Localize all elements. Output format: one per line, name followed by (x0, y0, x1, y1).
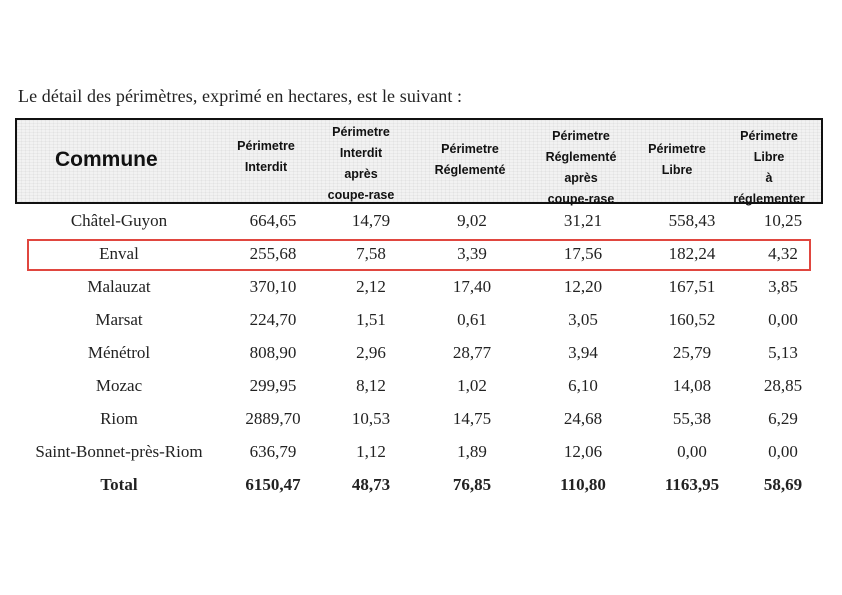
value-reglemente-apres: 6,10 (568, 376, 598, 395)
value-reglemente-apres: 17,56 (563, 244, 603, 263)
intro-text: Le détail des périmètres, exprimé en hectares, est le suivant : (18, 86, 463, 106)
value-interdit: 224,70 (249, 310, 297, 329)
table-row (15, 272, 823, 302)
value-reglemente-apres: 3,05 (568, 310, 598, 329)
value-reglemente: 28,77 (452, 343, 492, 362)
commune-name: Ménétrol (87, 343, 151, 362)
total-libre: 1163,95 (664, 475, 720, 494)
total-interdit-apres: 48,73 (351, 475, 391, 494)
value-interdit-apres: 2,96 (356, 343, 386, 362)
value-interdit-apres: 1,12 (356, 442, 386, 461)
value-interdit: 808,90 (249, 343, 297, 362)
value-libre: 167,51 (668, 277, 716, 296)
value-libre-a-reglementer: 6,29 (768, 409, 798, 428)
commune-name: Châtel-Guyon (70, 211, 168, 230)
commune-name: Enval (99, 244, 139, 263)
commune-name: Mozac (95, 376, 143, 395)
value-interdit-apres: 10,53 (351, 409, 391, 428)
table-row (15, 404, 823, 434)
total-interdit: 6150,47 (245, 475, 301, 494)
value-reglemente-apres: 3,94 (568, 343, 598, 362)
value-libre: 14,08 (672, 376, 712, 395)
value-reglemente-apres: 12,20 (563, 277, 603, 296)
table-row (15, 338, 823, 368)
header-commune: Commune (55, 148, 158, 171)
total-row (15, 470, 823, 500)
value-reglemente: 0,61 (457, 310, 487, 329)
value-interdit-apres: 8,12 (356, 376, 386, 395)
value-libre: 558,43 (668, 211, 716, 230)
value-libre-a-reglementer: 4,32 (768, 244, 798, 263)
table-header (15, 118, 823, 204)
value-libre-a-reglementer: 0,00 (768, 310, 798, 329)
total-reglemente-apres: 110,80 (560, 475, 606, 494)
value-interdit: 255,68 (249, 244, 297, 263)
value-interdit-apres: 1,51 (356, 310, 386, 329)
value-interdit-apres: 2,12 (356, 277, 386, 296)
value-reglemente: 3,39 (457, 244, 487, 263)
value-reglemente-apres: 24,68 (563, 409, 603, 428)
value-reglemente: 1,89 (457, 442, 487, 461)
header-interdit: Périmetre Interdit (237, 139, 295, 174)
commune-name: Malauzat (87, 277, 151, 296)
value-interdit: 370,10 (249, 277, 297, 296)
value-interdit: 299,95 (249, 376, 297, 395)
header-reglemente-apres-coupe-rase: Périmetre Réglementé après coupe-rase (545, 129, 617, 206)
table-row (15, 206, 823, 236)
value-reglemente: 1,02 (457, 376, 487, 395)
value-libre: 160,52 (668, 310, 716, 329)
table-row (15, 437, 823, 467)
header-interdit-apres-coupe-rase: Périmetre Interdit après coupe-rase (327, 125, 395, 202)
table-row (15, 305, 823, 335)
commune-name: Riom (100, 409, 138, 428)
value-libre: 182,24 (668, 244, 716, 263)
value-reglemente: 9,02 (457, 211, 487, 230)
total-libre-a-reglementer: 58,69 (763, 475, 803, 494)
value-interdit-apres: 7,58 (356, 244, 386, 263)
commune-name: Marsat (95, 310, 143, 329)
commune-name: Saint-Bonnet-près-Riom (35, 442, 203, 461)
value-libre-a-reglementer: 0,00 (768, 442, 798, 461)
header-reglemente: Périmetre Réglementé (434, 142, 506, 177)
value-reglemente-apres: 31,21 (563, 211, 603, 230)
value-libre: 55,38 (672, 409, 712, 428)
table-row (15, 239, 823, 269)
value-libre-a-reglementer: 5,13 (768, 343, 798, 362)
value-reglemente: 17,40 (452, 277, 492, 296)
value-libre-a-reglementer: 28,85 (763, 376, 803, 395)
value-reglemente: 14,75 (452, 409, 492, 428)
value-libre-a-reglementer: 10,25 (763, 211, 803, 230)
table-row (15, 371, 823, 401)
value-reglemente-apres: 12,06 (563, 442, 603, 461)
value-interdit: 2889,70 (245, 409, 301, 428)
header-libre-a-reglementer: Périmetre Libre à réglementer (733, 129, 805, 206)
value-interdit-apres: 14,79 (351, 211, 391, 230)
value-libre: 25,79 (672, 343, 712, 362)
value-interdit: 636,79 (249, 442, 297, 461)
value-libre-a-reglementer: 3,85 (768, 277, 798, 296)
value-libre: 0,00 (677, 442, 707, 461)
total-label: Total (100, 475, 138, 494)
value-interdit: 664,65 (249, 211, 297, 230)
header-libre: Périmetre Libre (648, 142, 706, 177)
total-reglemente: 76,85 (452, 475, 492, 494)
